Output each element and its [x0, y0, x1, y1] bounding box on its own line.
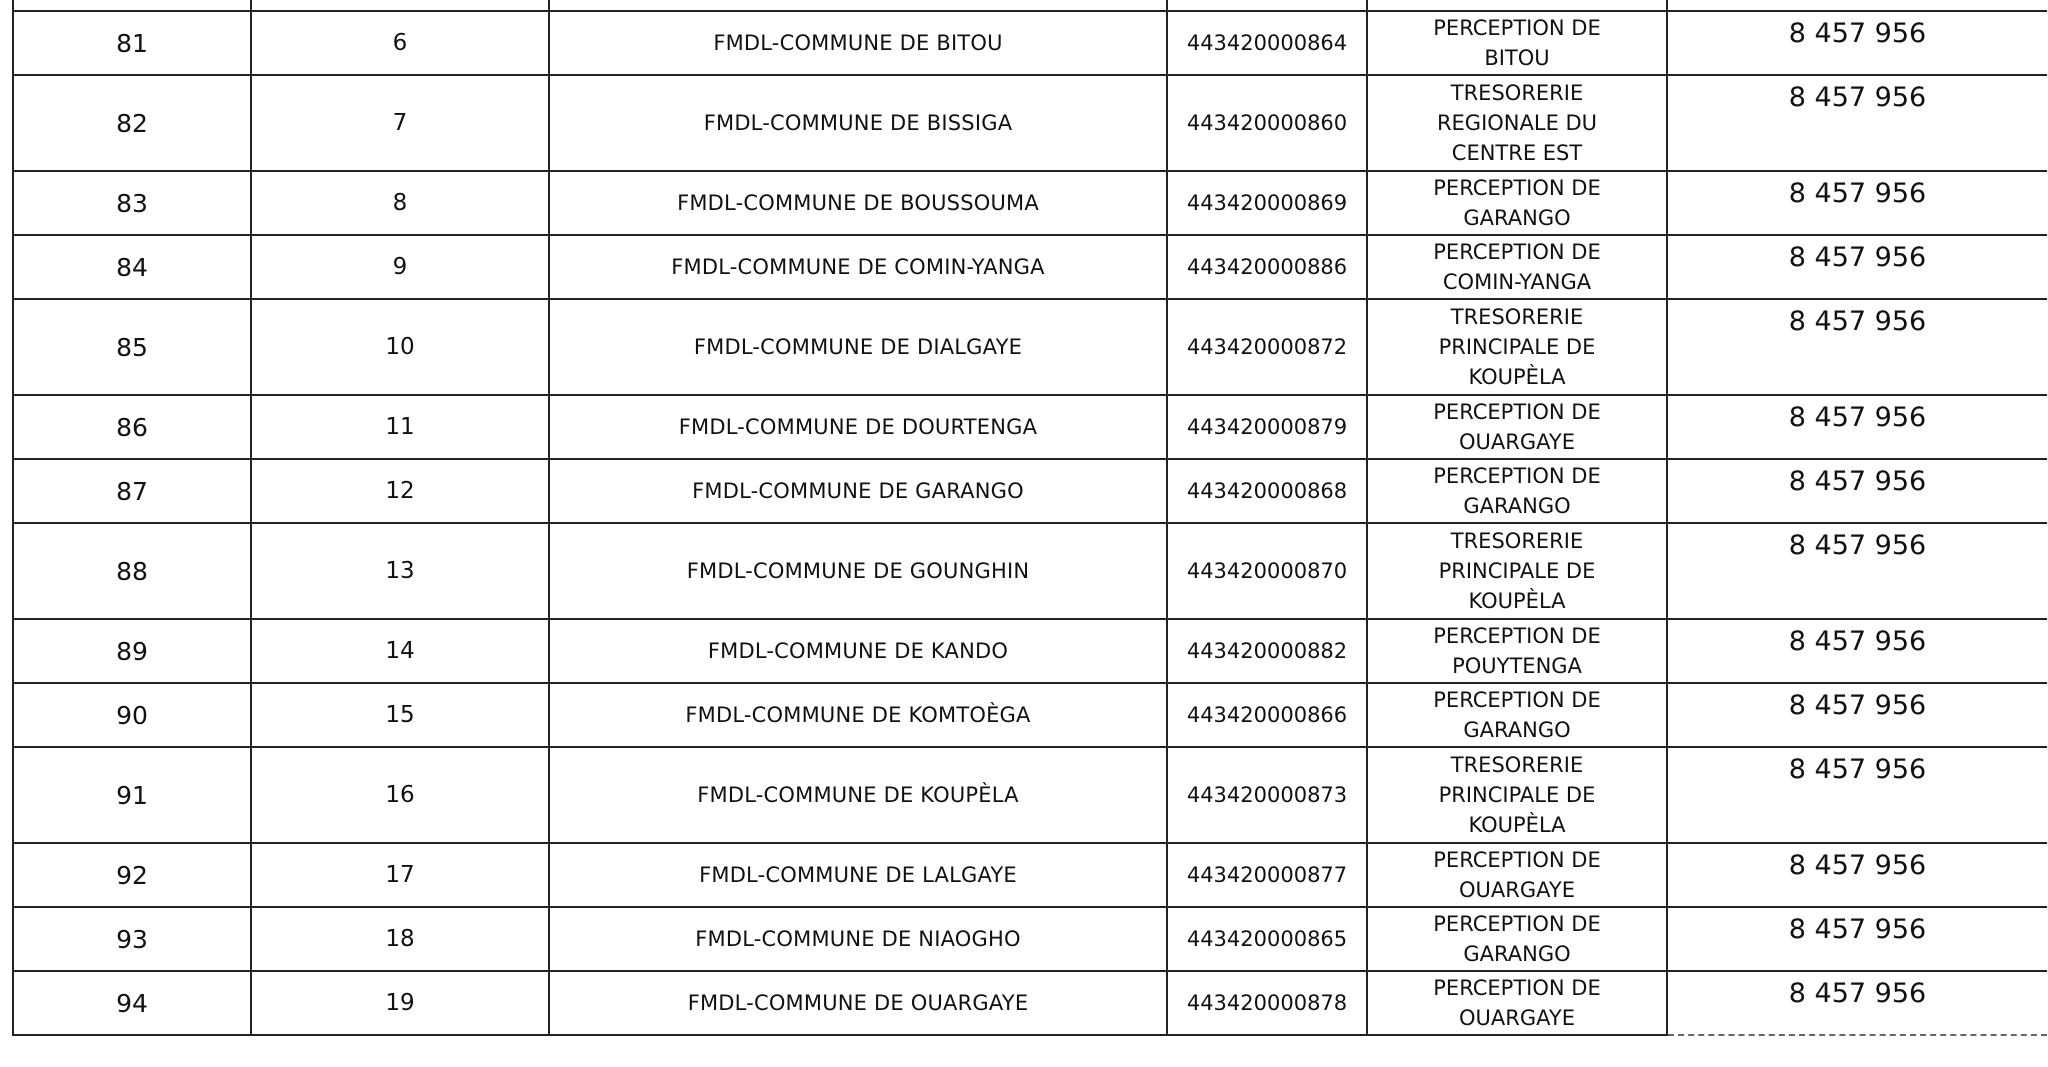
sub-index-cell: 16: [251, 747, 549, 843]
treasury-office-line: OUARGAYE: [1459, 1006, 1575, 1030]
treasury-office-cell: [1367, 683, 1667, 747]
commune-name-cell: FMDL-COMMUNE DE BITOU: [549, 11, 1167, 75]
treasury-office-line: TRESORERIE: [1450, 529, 1584, 553]
table-cell: [251, 0, 549, 11]
treasury-office-cell: [1367, 971, 1667, 1035]
sub-index-cell: 9: [251, 235, 549, 299]
commune-name-cell: FMDL-COMMUNE DE KOUPÈLA: [549, 747, 1167, 843]
amount-cell: 8 457 956: [1667, 971, 2047, 1035]
table-row: [13, 523, 2047, 619]
amount-cell: 8 457 956: [1667, 843, 2047, 907]
amount-cell: 8 457 956: [1667, 683, 2047, 747]
amount-cell: 8 457 956: [1667, 11, 2047, 75]
amount-cell: 8 457 956: [1667, 299, 2047, 395]
row-number-cell: 88: [13, 523, 251, 619]
table-cell: [549, 0, 1167, 11]
sub-index-cell: 14: [251, 619, 549, 683]
sub-index-cell: 17: [251, 843, 549, 907]
treasury-office-line: KOUPÈLA: [1468, 589, 1566, 613]
treasury-office-line: POUYTENGA: [1452, 654, 1582, 678]
commune-name-cell: FMDL-COMMUNE DE NIAOGHO: [549, 907, 1167, 971]
account-number-cell: 443420000860: [1167, 75, 1367, 171]
row-number-cell: 94: [13, 971, 251, 1035]
table-row: [13, 907, 2047, 971]
treasury-office-cell: [1367, 907, 1667, 971]
row-number-cell: 84: [13, 235, 251, 299]
table-row: [13, 11, 2047, 75]
treasury-office-line: GARANGO: [1463, 942, 1571, 966]
table-row: [13, 235, 2047, 299]
treasury-office-line: PERCEPTION DE: [1433, 240, 1601, 264]
treasury-office-line: PERCEPTION DE: [1433, 688, 1601, 712]
row-number-cell: 91: [13, 747, 251, 843]
commune-name-cell: FMDL-COMMUNE DE BOUSSOUMA: [549, 171, 1167, 235]
treasury-office-line: PERCEPTION DE: [1433, 848, 1601, 872]
table-row: [13, 171, 2047, 235]
sub-index-cell: 6: [251, 11, 549, 75]
account-number-cell: 443420000868: [1167, 459, 1367, 523]
row-number-cell: 83: [13, 171, 251, 235]
treasury-office-line: PERCEPTION DE: [1433, 624, 1601, 648]
account-number-cell: 443420000879: [1167, 395, 1367, 459]
table-cell: [13, 0, 251, 11]
table-row: [13, 843, 2047, 907]
treasury-office-line: KOUPÈLA: [1468, 365, 1566, 389]
table-row: [13, 395, 2047, 459]
table-row: [13, 971, 2047, 1035]
treasury-office-line: GARANGO: [1463, 718, 1571, 742]
account-number-cell: 443420000882: [1167, 619, 1367, 683]
treasury-office-cell: [1367, 171, 1667, 235]
treasury-office-line: PERCEPTION DE: [1433, 976, 1601, 1000]
commune-name-cell: FMDL-COMMUNE DE DIALGAYE: [549, 299, 1167, 395]
treasury-office-cell: [1367, 395, 1667, 459]
account-number-cell: 443420000872: [1167, 299, 1367, 395]
row-number-cell: 81: [13, 11, 251, 75]
table-cell: [1667, 0, 2047, 11]
sub-index-cell: 7: [251, 75, 549, 171]
amount-cell: 8 457 956: [1667, 907, 2047, 971]
commune-name-cell: FMDL-COMMUNE DE COMIN-YANGA: [549, 235, 1167, 299]
amount-cell: 8 457 956: [1667, 619, 2047, 683]
commune-name-cell: FMDL-COMMUNE DE LALGAYE: [549, 843, 1167, 907]
row-number-cell: 89: [13, 619, 251, 683]
amount-cell: 8 457 956: [1667, 395, 2047, 459]
treasury-office-line: PRINCIPALE DE: [1438, 335, 1596, 359]
treasury-office-cell: [1367, 299, 1667, 395]
treasury-office-cell: [1367, 75, 1667, 171]
table-row-top-edge: [13, 0, 2047, 11]
sub-index-cell: 11: [251, 395, 549, 459]
treasury-office-line: TRESORERIE: [1450, 81, 1584, 105]
sub-index-cell: 18: [251, 907, 549, 971]
amount-cell: 8 457 956: [1667, 747, 2047, 843]
treasury-office-line: GARANGO: [1463, 206, 1571, 230]
table-cell: [1167, 0, 1367, 11]
commune-name-cell: FMDL-COMMUNE DE GARANGO: [549, 459, 1167, 523]
account-number-cell: 443420000864: [1167, 11, 1367, 75]
sub-index-cell: 19: [251, 971, 549, 1035]
treasury-office-cell: [1367, 459, 1667, 523]
commune-name-cell: FMDL-COMMUNE DE OUARGAYE: [549, 971, 1167, 1035]
commune-name-cell: FMDL-COMMUNE DE KANDO: [549, 619, 1167, 683]
table-row: [13, 459, 2047, 523]
treasury-office-line: OUARGAYE: [1459, 430, 1575, 454]
sub-index-cell: 12: [251, 459, 549, 523]
commune-name-cell: FMDL-COMMUNE DE DOURTENGA: [549, 395, 1167, 459]
sub-index-cell: 8: [251, 171, 549, 235]
table-row: [13, 299, 2047, 395]
treasury-office-cell: [1367, 235, 1667, 299]
treasury-office-line: GARANGO: [1463, 494, 1571, 518]
treasury-office-line: PERCEPTION DE: [1433, 464, 1601, 488]
treasury-office-cell: [1367, 11, 1667, 75]
sub-index-cell: 10: [251, 299, 549, 395]
table-row: [13, 75, 2047, 171]
amount-cell: 8 457 956: [1667, 171, 2047, 235]
allocation-table: [12, 0, 2047, 1036]
treasury-office-line: COMIN-YANGA: [1442, 270, 1592, 294]
account-number-cell: 443420000865: [1167, 907, 1367, 971]
row-number-cell: 85: [13, 299, 251, 395]
treasury-office-cell: [1367, 843, 1667, 907]
row-number-cell: 92: [13, 843, 251, 907]
treasury-office-line: OUARGAYE: [1459, 878, 1575, 902]
amount-cell: 8 457 956: [1667, 235, 2047, 299]
treasury-office-line: REGIONALE DU: [1436, 111, 1598, 135]
row-number-cell: 82: [13, 75, 251, 171]
commune-name-cell: FMDL-COMMUNE DE BISSIGA: [549, 75, 1167, 171]
treasury-office-line: BITOU: [1484, 46, 1550, 70]
sub-index-cell: 15: [251, 683, 549, 747]
row-number-cell: 87: [13, 459, 251, 523]
treasury-office-line: PRINCIPALE DE: [1438, 559, 1596, 583]
account-number-cell: 443420000869: [1167, 171, 1367, 235]
commune-name-cell: FMDL-COMMUNE DE GOUNGHIN: [549, 523, 1167, 619]
amount-cell: 8 457 956: [1667, 523, 2047, 619]
amount-cell: 8 457 956: [1667, 459, 2047, 523]
treasury-office-line: TRESORERIE: [1450, 753, 1584, 777]
account-number-cell: 443420000878: [1167, 971, 1367, 1035]
treasury-office-line: PERCEPTION DE: [1433, 400, 1601, 424]
treasury-office-line: PRINCIPALE DE: [1438, 783, 1596, 807]
table-row: [13, 747, 2047, 843]
treasury-office-cell: [1367, 523, 1667, 619]
table-body: [13, 0, 2047, 1035]
table-row: [13, 619, 2047, 683]
treasury-office-line: KOUPÈLA: [1468, 813, 1566, 837]
commune-name-cell: FMDL-COMMUNE DE KOMTOÈGA: [549, 683, 1167, 747]
row-number-cell: 86: [13, 395, 251, 459]
treasury-office-line: CENTRE EST: [1451, 141, 1583, 165]
table-row: [13, 683, 2047, 747]
row-number-cell: 90: [13, 683, 251, 747]
account-number-cell: 443420000886: [1167, 235, 1367, 299]
treasury-office-line: PERCEPTION DE: [1433, 16, 1601, 40]
treasury-office-line: PERCEPTION DE: [1433, 176, 1601, 200]
treasury-office-line: PERCEPTION DE: [1433, 912, 1601, 936]
account-number-cell: 443420000870: [1167, 523, 1367, 619]
account-number-cell: 443420000877: [1167, 843, 1367, 907]
account-number-cell: 443420000873: [1167, 747, 1367, 843]
treasury-office-cell: [1367, 619, 1667, 683]
sub-index-cell: 13: [251, 523, 549, 619]
row-number-cell: 93: [13, 907, 251, 971]
treasury-office-cell: [1367, 747, 1667, 843]
amount-cell: 8 457 956: [1667, 75, 2047, 171]
table-cell: [1367, 0, 1667, 11]
treasury-office-line: TRESORERIE: [1450, 305, 1584, 329]
account-number-cell: 443420000866: [1167, 683, 1367, 747]
